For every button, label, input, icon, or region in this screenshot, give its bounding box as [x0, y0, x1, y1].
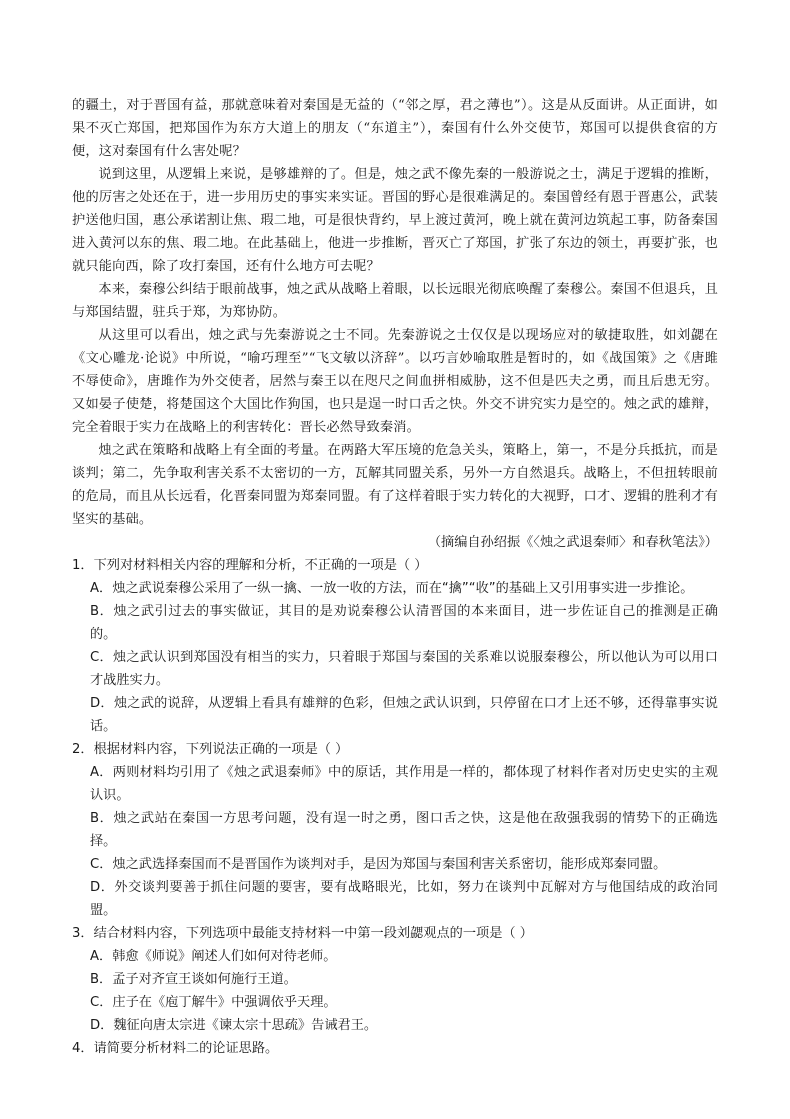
option-b: B．烛之武引过去的事实做证，其目的是劝说秦穆公认清晋国的本来面目，进一步佐证自己的推测是正确的。: [90, 604, 718, 642]
passage-paragraph-4: 从这里可以看出，烛之武与先秦游说之士不同。先秦游说之士仅仅是以现场应对的敏捷取胜，如刘勰在《文心雕龙·论说》中所说，“喻巧理至”“飞文敏以济辞”。以巧言妙喻取胜是暂时的，如《战国策》之《唐雎不辱使命》，唐雎作为外交使者，居然与秦王以在咫尺之间血拼相威胁，这不但是匹夫之勇，而且后患无穷。又如晏子使楚，将楚国这个大国比作狗国，也只是逞一时口舌之快。外交不讲究实力是空的。烛之武的雄辩，完全着眼于实力在战略上的利害转化：晋长必然导致秦消。: [72, 328, 718, 435]
question-1: [72, 554, 718, 738]
option-c: C．庄子在《庖丁解牛》中强调依乎天理。: [90, 995, 337, 1010]
option-d: D．外交谈判要善于抓住问题的要害，要有战略眼光，比如，努力在谈判中瓦解对方与他国结成的政治同盟。: [90, 880, 718, 918]
option-d: D．烛之武的说辞，从逻辑上看具有雄辩的色彩，但烛之武认识到，只停留在口才上还不够，还得靠事实说话。: [90, 696, 718, 734]
question-stem: 3．结合材料内容，下列选项中最能支持材料一中第一段刘勰观点的一项是（ ）: [72, 926, 533, 941]
passage-paragraph-2: 说到这里，从逻辑上来说，是够雄辩的了。但是，烛之武不像先秦的一般游说之士，满足于逻辑的推断，他的厉害之处还在于，进一步用历史的事实来实证。晋国的野心是很难满足的。秦国曾经有恩于晋惠公，武装护送他归国，惠公承诺割让焦、瑕二地，可是很快背约，早上渡过黄河，晚上就在黄河边筑起工事，防备秦国进入黄河以东的焦、瑕二地。在此基础上，他进一步推断，晋灭亡了郑国，扩张了东边的领土，再要扩张，也就只能向西，除了攻打秦国，还有什么地方可去呢？: [72, 167, 718, 274]
question-stem: 2．根据材料内容，下列说法正确的一项是（ ）: [72, 742, 349, 757]
passage-paragraph-3: 本来，秦穆公纠结于眼前战事，烛之武从战略上着眼，以长远眼光彻底唤醒了秦穆公。秦国不但退兵，且与郑国结盟，驻兵于郑，为郑协防。: [72, 282, 718, 320]
question-3: [72, 922, 718, 1037]
option-c: C．烛之武选择秦国而不是晋国作为谈判对手，是因为郑国与秦国利害关系密切，能形成郑秦同盟。: [90, 857, 667, 872]
passage-paragraph-1: 的疆土，对于晋国有益，那就意味着对秦国是无益的（“邻之厚，君之薄也”）。这是从反面讲。从正面讲，如果不灭亡郑国，把郑国作为东方大道上的朋友（“东道主”），秦国有什么外交使节，郑国可以提供食宿的方便，这对秦国有什么害处呢？: [72, 98, 718, 159]
question-4: [72, 1037, 718, 1060]
passage-paragraph-5: 烛之武在策略和战略上有全面的考量。在两路大军压境的危急关头，策略上，第一，不是分兵抵抗，而是谈判；第二，先争取利害关系不太密切的一方，瓦解其同盟关系，另外一方自然退兵。战略上，不但扭转眼前的危局，而且从长远看，化晋秦同盟为郑秦同盟。有了这样着眼于实力转化的大视野，口才、逻辑的胜利才有坚实的基础。: [72, 443, 718, 527]
question-stem: 1．下列对材料相关内容的理解和分析，不正确的一项是（ ）: [72, 558, 428, 573]
option-d: D．魏征向唐太宗进《谏太宗十思疏》告诫君王。: [90, 1018, 378, 1033]
reading-passage: [72, 94, 718, 531]
option-a: A．两则材料均引用了《烛之武退秦师》中的原话，其作用是一样的，都体现了材料作者对历史史实的主观认识。: [90, 765, 718, 803]
option-b: B．孟子对齐宣王谈如何施行王道。: [90, 972, 297, 987]
question-list: [72, 554, 718, 1060]
passage-source: （摘编自孙绍振《〈烛之武退秦师〉和春秋笔法》）: [427, 535, 718, 550]
question-2: [72, 738, 718, 922]
option-a: A．韩愈《师说》阐述人们如何对待老师。: [90, 949, 337, 964]
option-c: C．烛之武认识到郑国没有相当的实力，只着眼于郑国与秦国的关系难以说服秦穆公，所以他认为可以用口才战胜实力。: [90, 650, 718, 688]
option-a: A．烛之武说秦穆公采用了一纵一擒、一放一收的方法，而在“擒”“收”的基础上又引用事实进一步推论。: [90, 581, 694, 596]
question-stem: 4．请简要分析材料二的论证思路。: [72, 1041, 279, 1056]
option-b: B．烛之武站在秦国一方思考问题，没有逞一时之勇，图口舌之快，这是他在敌强我弱的情势下的正确选择。: [90, 811, 718, 849]
